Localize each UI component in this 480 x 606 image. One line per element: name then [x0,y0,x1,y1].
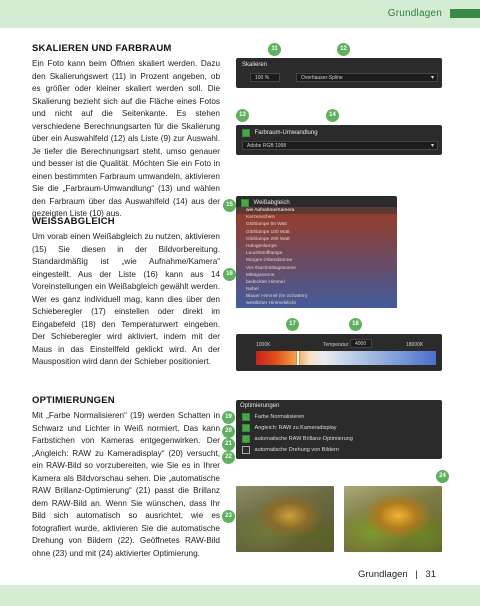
badge-21: 21 [222,438,235,451]
badge-15: 15 [223,199,236,212]
checkbox-checked-icon [241,199,249,207]
scale-value: 100 % [255,75,270,81]
page-footer [358,569,436,580]
colorspace-select[interactable] [242,141,438,150]
checkbox-unchecked-icon [242,446,250,454]
option-brillanz[interactable] [242,434,438,445]
option-label: automatische RAW Brillanz-Optimierung [254,436,353,442]
option-farbe-normalisieren[interactable] [242,412,438,423]
heading-skalieren: SKALIEREN UND FARBRAUM [32,43,172,54]
whitebalance-preset-item[interactable]: wie Aufnahme/Kamera [236,207,397,214]
checkbox-checked-icon [242,413,250,421]
whitebalance-preset-item[interactable]: Vor-/Nachmittagssonne [236,265,397,272]
badge-20: 20 [222,425,235,438]
option-label: automatische Drehung von Bildern [254,447,339,453]
badge-13: 13 [236,109,249,122]
option-label: Angleich: RAW zu Kameradisplay [254,425,337,431]
option-drehung[interactable] [242,445,438,456]
whitebalance-preset-item[interactable]: Glühlampe 200 Watt [236,236,397,243]
heading-optimierungen: OPTIMIERUNGEN [32,395,115,406]
whitebalance-toggle[interactable] [241,199,290,207]
scale-method-value: Overhauser-Spline [301,75,343,81]
whitebalance-preset-item[interactable]: Leuchtstofflampe [236,250,397,257]
body-weissabgleich: Um vorab einen Weißabgleich zu nutzen, aktivieren (15) Sie diesen in der Bildvorbereitung. Standardmäßig ist „wie Aufnahme/Kamera“ eingestellt. Aus der Liste (16) kann aus 14 Voreinstellungen ein Weißabgleich gewählt werden. Wer es ganz individuell mag, kann dies über den Schieberegler (17) einstellen oder direkt im Eingabefeld (18) den Temperaturwert eingeben. Der Schieberegler wird aktiviert, indem mit der Maus in das Einstellfeld geklickt wird. An der Mausposition wird dann der Schieber positioniert. [32,232,220,366]
badge-22: 22 [222,451,235,464]
badge-16: 16 [223,268,236,281]
whitebalance-title: Weißabgleich [253,200,290,207]
section-weissabgleich [32,216,220,369]
optimierungen-panel-title: Optimierungen [240,403,280,409]
checkbox-checked-icon [242,129,250,137]
scale-panel-title: Skalieren [242,62,268,68]
section-optimierungen [32,395,220,560]
badge-14: 14 [326,109,339,122]
checkbox-checked-icon [242,424,250,432]
temperature-input[interactable] [350,339,372,348]
whitebalance-preset-item[interactable]: Blauer Himmel (im Schatten) [236,293,397,300]
badge-11: 11 [268,43,281,56]
whitebalance-preset-item[interactable]: Halogenlampe [236,243,397,250]
footer-section: Grundlagen [358,569,408,580]
body-optimierungen: Mit „Farbe Normalisieren“ (19) werden Schatten in Schwarz und Lichter in Weiß normiert. Das kann Farbstichen von Kameras entgegenwirken. Der „Angleich: RAW zu Kameradisplay“ (20) versucht, ein RAW-Bild so vorzubereiten, wie Sie es in Ihrer Kamera als Bildvorschau sehen. Die „automatische RAW Brillanz-Optimierung“ (21) passt die Brillanz dem RAW-Bild an. Wenn Sie wünschen, dass Ihr Bild sich automatisch so ausrichtet, wie es fotografiert wurde, aktivieren Sie die automatische Drehung von Bildern (22). Geöffnetes RAW-Bild ohne (23) und mit (24) aktivierter Optimierung. [32,411,220,558]
temperature-max-label: 18000K [406,342,424,348]
whitebalance-preset-item[interactable]: westlicher Himmelslicht [236,300,397,307]
badge-18: 18 [349,318,362,331]
whitebalance-panel [236,196,397,307]
whitebalance-preset-item[interactable]: Kerzenschein [236,214,397,221]
whitebalance-preset-item[interactable]: Nebel [236,286,397,293]
badge-24: 24 [436,470,449,483]
scale-panel [236,58,442,88]
colorspace-toggle[interactable] [242,129,318,137]
scale-method-select[interactable] [296,73,438,82]
colorspace-value: Adobe RGB 1998 [247,143,287,149]
body-skalieren: Ein Foto kann beim Öffnen skaliert werden. Dazu den Skalierungswert (11) in Prozent angeben, ob es größer oder kleiner skaliert werden soll. Die Skalierung bezieht sich auf die Fläche eines Fotos und nicht auf die Seitenkante. Es stehen verschiedene Berechnungsarten für die Skalierung über ein Auswahlfeld (12) als Liste (9) zur Auswahl. Je tiefer die Berechnungsart steht, umso genauer und besser ist die Qualität. Möchten Sie ein Foto in einen bestimmten Farbraum umwandeln, aktivieren Sie die „Farbraum-Umwandlung“ (13) und wählen den Farbraum über das Auswahlfeld (14) aus der gezeigten Liste (10) aus. [32,59,220,218]
whitebalance-preset-item[interactable]: Morgen-/Abendsonne [236,257,397,264]
page-number: 31 [425,569,436,580]
badge-12: 12 [337,43,350,56]
section-skalieren [32,43,220,221]
badge-19: 19 [222,411,235,424]
badge-23: 23 [222,510,235,523]
temperature-min-label: 1000K [256,342,271,348]
heading-weissabgleich: WEISSABGLEICH [32,216,115,227]
photo-with-optimization [344,486,442,552]
photo-without-optimization [236,486,334,552]
whitebalance-preset-item[interactable]: Glühlampe 60 Watt [236,221,397,228]
whitebalance-preset-item[interactable]: bedeckter Himmel [236,279,397,286]
colorspace-panel [236,125,442,155]
checkbox-checked-icon [242,435,250,443]
chevron-down-icon: ▾ [430,143,434,149]
option-angleich-raw[interactable] [242,423,438,434]
badge-17: 17 [286,318,299,331]
temperature-value: 4000 [355,341,367,347]
whitebalance-preset-item[interactable]: Glühlampe 100 Watt [236,229,397,236]
temperature-slider-handle[interactable] [297,351,299,365]
header-tab-marker [450,9,480,18]
temperature-label: Temperatur [323,342,349,348]
temperature-slider[interactable] [256,351,436,365]
header-section-label: Grundlagen [387,8,442,19]
optimierungen-panel [236,400,442,459]
colorspace-title: Farbraum-Umwandlung [254,130,318,137]
option-label: Farbe Normalisieren [254,414,305,420]
whitebalance-preset-list[interactable] [236,207,397,307]
scale-input[interactable] [250,73,280,82]
whitebalance-preset-item[interactable]: Mittagssonne [236,272,397,279]
footer-bar [0,585,480,606]
footer-separator: | [415,569,418,580]
temperature-panel [236,334,442,371]
chevron-down-icon: ▾ [430,75,434,81]
optimierungen-options [242,412,438,456]
